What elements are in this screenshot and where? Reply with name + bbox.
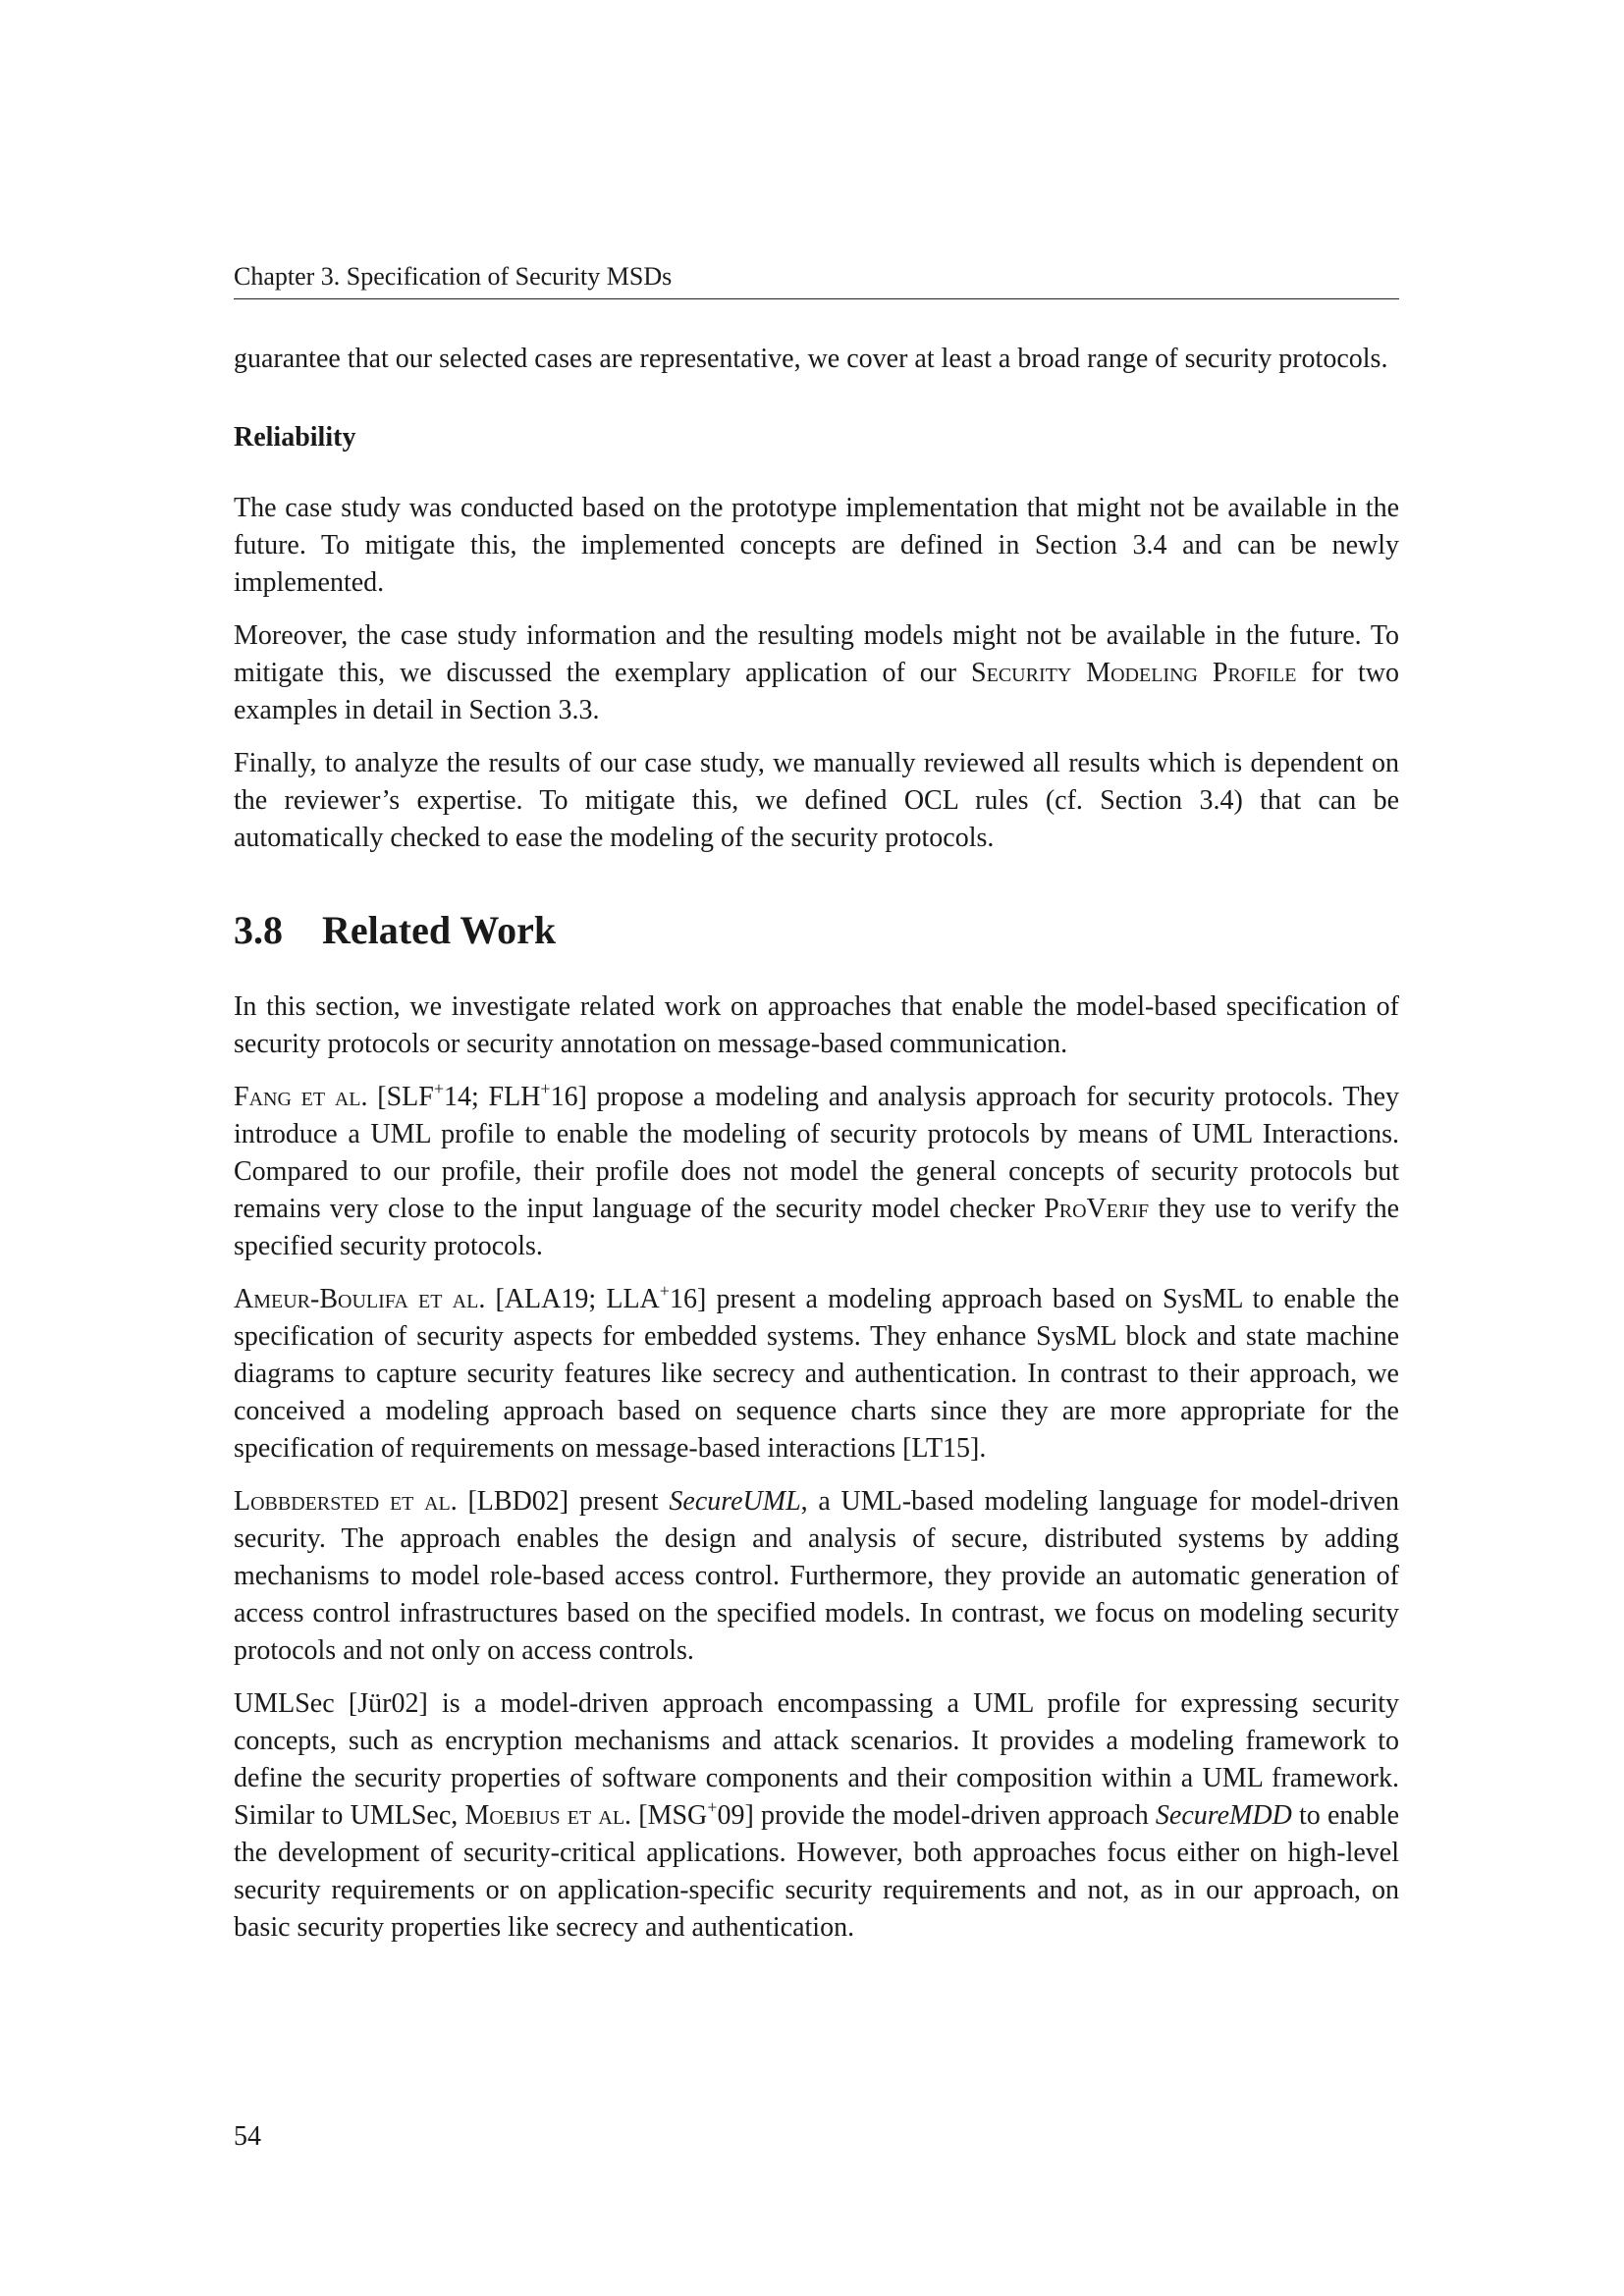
approach-name: SecureUML bbox=[669, 1486, 801, 1517]
related-work-umlsec: UMLSec [Jür02] is a model-driven approach encompassing a UML profile for expressing security concepts, such as encryption mechanisms and attack scenarios. It provides a modeling framework to define the security properties of software components and their composition within a UML framework. Similar to UMLSec, Moebius et al. [MSG+09] provide the model-driven approach SecureMDD to enable the development of security-critical applications. However, both approaches focus either on high-level security requirements or on application-specific security requirements and not, as in our approach, on basic security properties like secrecy and authentication. bbox=[234, 1688, 1400, 1943]
author-names: Ameur-Boulifa et al. bbox=[234, 1284, 486, 1314]
reliability-paragraph-2: Moreover, the case study information and the resulting models might not be available in the future. To mitigate this, we discussed the exemplary application of our Security Modeling Profile for two examples in detail in Section 3.3. bbox=[234, 620, 1400, 725]
subsection-heading-reliability: Reliability bbox=[234, 422, 356, 453]
tool-name: ProVerif bbox=[1044, 1194, 1150, 1224]
body-text bbox=[234, 341, 1399, 1947]
approach-name: SecureMDD bbox=[1155, 1800, 1292, 1831]
related-work-intro: In this section, we investigate related work on approaches that enable the model-based specification of security protocols or security annotation on message-based communication. bbox=[234, 991, 1399, 1059]
author-names: Moebius et al. bbox=[464, 1800, 632, 1831]
author-names: Fang et al. bbox=[234, 1082, 368, 1112]
section-title: Related Work bbox=[322, 908, 557, 952]
author-names: Lobbdersted et al. bbox=[234, 1486, 458, 1517]
related-work-fang: Fang et al. [SLF+14; FLH+16] propose a modeling and analysis approach for security protocols. They introduce a UML profile to enable the modeling of security protocols by means of UML Interactions. Compared to our profile, their profile does not model the general concepts of security protocols but remains very close to the input language of the security model checker ProVerif they use to verify the specified security protocols. bbox=[234, 1079, 1399, 1261]
related-work-lobbdersted: Lobbdersted et al. [LBD02] present SecureUML, a UML-based modeling language for model-driven security. The approach enables the design and analysis of secure, distributed systems by adding mechanisms to model role-based access control. Furthermore, they provide an automatic generation of access control infrastructures based on the specified models. In contrast, we focus on modeling security protocols and not only on access controls. bbox=[234, 1486, 1399, 1666]
page-number: 54 bbox=[234, 2121, 261, 2152]
page-content bbox=[234, 261, 1399, 1962]
profile-name: Security Modeling Profile bbox=[971, 658, 1297, 688]
reliability-paragraph-3: Finally, to analyze the results of our case study, we manually reviewed all results which is dependent on the reviewer’s expertise. To mitigate this, we defined OCL rules (cf. Section 3.4) that can be automatically checked to ease the modeling of the security protocols. bbox=[234, 748, 1399, 853]
related-work-ameur: Ameur-Boulifa et al. [ALA19; LLA+16] present a modeling approach based on SysML to enable the specification of security aspects for embedded systems. They enhance SysML block and state machine diagrams to capture security features like secrecy and authentication. In contrast to their approach, we conceived a modeling approach based on sequence charts since they are more appropriate for the specification of requirements on message-based interactions [LT15]. bbox=[234, 1281, 1400, 1464]
section-number: 3.8 bbox=[234, 908, 283, 952]
running-head: Chapter 3. Specification of Security MSDs bbox=[234, 261, 1399, 299]
paragraph-continued: guarantee that our selected cases are representative, we cover at least a broad range of security protocols. bbox=[234, 344, 1388, 374]
reliability-paragraph-1: The case study was conducted based on the prototype implementation that might not be available in the future. To mitigate this, the implemented concepts are defined in Section 3.4 and can be newly implemented. bbox=[234, 493, 1399, 598]
section-heading bbox=[234, 906, 1399, 955]
